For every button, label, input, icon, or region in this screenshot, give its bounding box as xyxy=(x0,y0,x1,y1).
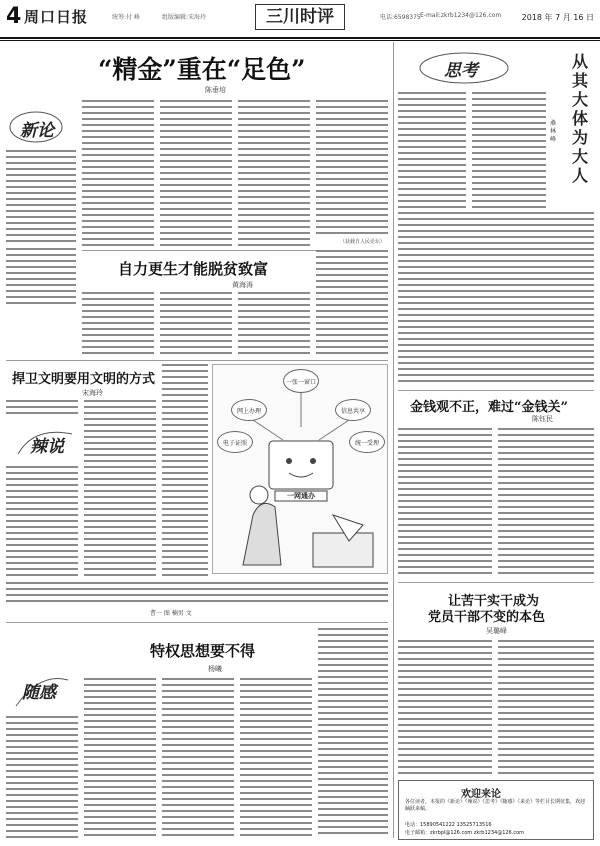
cartoon-illustration xyxy=(212,364,388,574)
party-rule xyxy=(398,582,594,583)
main-text-col3 xyxy=(160,100,232,248)
submission-email: 电子邮箱：zkrbpl@126.com zkrb1234@126.com xyxy=(405,830,524,836)
priv-text-col1 xyxy=(6,716,78,838)
label-bubble-5: 统一受理 xyxy=(349,431,385,453)
gold-rule xyxy=(398,390,594,391)
layout-credit: 组版编辑:宋海玲 xyxy=(162,14,207,21)
byline-gold: 陈钰民 xyxy=(532,415,553,423)
priv-text-col5 xyxy=(318,628,388,838)
big-text-lower xyxy=(398,212,594,382)
byline-priv: 杨曦 xyxy=(208,665,222,673)
main-text-col1b xyxy=(6,248,76,308)
byline-civ: 宋海玲 xyxy=(82,389,103,397)
headline-main: “精金”重在“足色” xyxy=(98,55,306,84)
suigan-badge xyxy=(10,668,72,712)
email: E-mail:zkrb1234@126.com xyxy=(420,12,502,19)
main-source-note: （获载自人民论坛） xyxy=(340,239,386,245)
party-text-col2 xyxy=(498,640,594,774)
headline-dev: 自力更生才能脱贫致富 xyxy=(118,260,269,278)
cartoon-drawing xyxy=(213,365,389,575)
xinlun-label: 新论 xyxy=(20,121,54,141)
header-rule xyxy=(0,37,600,39)
cartoon-description xyxy=(6,582,388,604)
byline-dev: 黄海涛 xyxy=(232,281,253,289)
gold-text-col2 xyxy=(498,428,594,578)
main-text-col2 xyxy=(82,100,154,248)
label-bubble-2: 网上办理 xyxy=(231,399,267,421)
civ-text-col2 xyxy=(84,400,156,576)
lashuo-label: 辣说 xyxy=(30,437,64,457)
submission-box xyxy=(398,780,594,840)
big-text-col1 xyxy=(398,92,466,208)
page-header xyxy=(0,0,600,40)
suigan-label: 随感 xyxy=(22,683,56,703)
phone: 电话:6598375 xyxy=(380,14,421,21)
byline-party: 吴璐峰 xyxy=(486,627,507,635)
headline-party-2: 党员干部不变的本色 xyxy=(428,610,546,625)
gold-text-col1 xyxy=(398,428,492,578)
submission-phone: 电话：15890541222 13525713516 xyxy=(405,822,492,828)
xinlun-badge xyxy=(6,108,66,146)
page-number: 4 xyxy=(6,4,22,29)
party-text-col1 xyxy=(398,640,492,774)
headline-party-1: 让苦干实干成为 xyxy=(448,594,540,609)
sikao-label: 思考 xyxy=(444,61,478,81)
cartoon-credit: 曹一 图 楠男 文 xyxy=(150,610,192,617)
header-rule-thin xyxy=(0,40,600,41)
headline-big: 从其大体为大人 xyxy=(571,52,588,185)
label-bubble-3: 信息共享 xyxy=(335,399,371,421)
section-title: 三川时评 xyxy=(255,4,345,30)
main-text-col4 xyxy=(238,100,310,248)
dev-text-col4 xyxy=(316,250,388,354)
label-bubble-1: 一张一窗口 xyxy=(283,369,319,393)
headline-gold: 金钱观不正，难过“金钱关” xyxy=(410,400,568,415)
lashuo-badge xyxy=(14,424,76,462)
submission-text: 各位读者，本报的《新论》《辣说》《思考》《随感》《来论》等栏目长期征集，欢迎踊跃来稿。 xyxy=(405,799,586,812)
headline-civ: 捍卫文明要用文明的方式 xyxy=(12,372,156,387)
column-divider xyxy=(393,42,394,838)
priv-text-col4 xyxy=(240,678,312,838)
dev-text-col2 xyxy=(160,292,232,354)
byline-main: 陈垂培 xyxy=(205,86,226,94)
byline-big: 桑林峰 xyxy=(550,120,557,143)
dev-text-col3 xyxy=(238,292,310,354)
issue-date: 2018 年 7 月 16 日 xyxy=(521,13,594,22)
civ-text-col1 xyxy=(6,466,78,576)
civ-rule xyxy=(6,360,388,361)
editor-credit: 统筹:付 峰 xyxy=(112,14,140,21)
headline-priv: 特权思想要不得 xyxy=(150,642,256,660)
sikao-badge xyxy=(414,48,514,88)
priv-text-col2 xyxy=(84,678,156,838)
dev-text-col1 xyxy=(82,292,154,354)
submission-title: 欢迎来论 xyxy=(461,789,501,800)
priv-rule xyxy=(6,622,388,623)
big-text-col2 xyxy=(472,92,546,208)
screen-caption: 一网通办 xyxy=(287,492,315,500)
main-text-col5 xyxy=(316,100,388,236)
priv-text-col3 xyxy=(162,678,234,838)
civ-text-col3 xyxy=(162,364,208,576)
newspaper-name: 周口日报 xyxy=(24,8,89,26)
headline-big-wrap xyxy=(570,52,590,185)
civ-text-col1a xyxy=(6,400,78,418)
label-bubble-4: 电子证照 xyxy=(217,431,253,453)
main-text-col1 xyxy=(6,150,76,242)
